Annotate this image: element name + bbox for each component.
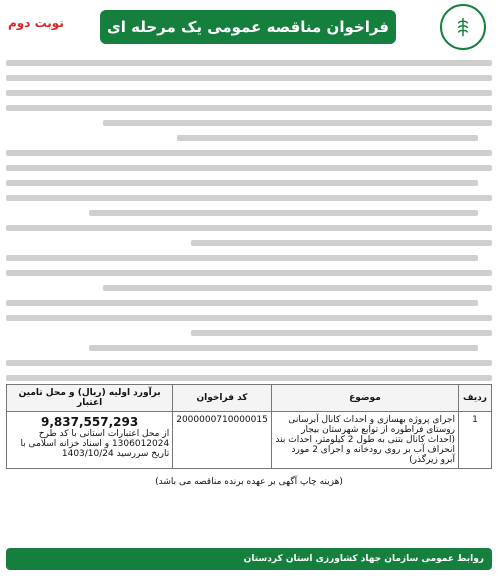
text-line-placeholder bbox=[6, 360, 492, 366]
tender-table bbox=[6, 384, 492, 469]
text-line-placeholder bbox=[89, 210, 478, 216]
text-line-placeholder bbox=[6, 105, 492, 111]
organization-logo bbox=[440, 4, 486, 50]
text-line-placeholder bbox=[6, 150, 492, 156]
table-header-row bbox=[7, 385, 492, 412]
page-title: فراخوان مناقصه عمومی یک مرحله ای bbox=[100, 10, 396, 44]
turn-badge: نوبت دوم bbox=[8, 16, 64, 30]
text-line-placeholder bbox=[103, 120, 492, 126]
project-subject: اجرای پروژه بهسازی و احداث کانال آبرسانی روستای فراطوره از توابع شهرستان بیجار (احداث کانال بتنی به طول 2 کیلومتر، احداث بند انحراف آب بر روی رودخانه و اجرای 2 مورد آبرو زیرگذر) bbox=[271, 412, 458, 469]
text-line-placeholder bbox=[6, 315, 492, 321]
text-line-placeholder bbox=[6, 90, 492, 96]
text-line-placeholder bbox=[6, 300, 478, 306]
row-number: 1 bbox=[459, 412, 492, 469]
text-line-placeholder bbox=[6, 270, 492, 276]
print-cost-note: (هزینه چاپ آگهی بر عهده برنده مناقصه می باشد) bbox=[155, 477, 343, 487]
notice-body bbox=[6, 60, 492, 380]
column-header-subject: موضوع bbox=[271, 385, 458, 412]
text-line-placeholder bbox=[191, 330, 492, 336]
column-header-row: ردیف bbox=[459, 385, 492, 412]
text-line-placeholder bbox=[6, 165, 492, 171]
wheat-icon bbox=[452, 16, 474, 38]
funding-source: از محل اعتبارات استانی با کد طرح 1306012024 و اسناد خزانه اسلامی با تاریخ سررسید 1403/10/24 bbox=[20, 429, 170, 459]
table-row bbox=[7, 412, 492, 469]
estimate-value: 9,837,557,293 bbox=[41, 415, 139, 429]
text-line-placeholder bbox=[6, 195, 492, 201]
text-line-placeholder bbox=[6, 60, 492, 66]
text-line-placeholder bbox=[103, 285, 492, 291]
footer-banner bbox=[6, 548, 492, 570]
text-line-placeholder bbox=[6, 75, 492, 81]
text-line-placeholder bbox=[6, 255, 478, 261]
header bbox=[6, 4, 492, 52]
column-header-estimate: برآورد اولیه (ریال) و محل تامین اعتبار bbox=[7, 385, 173, 412]
estimate-cell bbox=[7, 412, 173, 469]
text-line-placeholder bbox=[6, 180, 478, 186]
tender-code: 2000000710000015 bbox=[173, 412, 272, 469]
footer-org: روابط عمومی سازمان جهاد کشاورزی استان کردستان bbox=[243, 554, 484, 564]
column-header-code: کد فراخوان bbox=[173, 385, 272, 412]
text-line-placeholder bbox=[6, 225, 492, 231]
text-line-placeholder bbox=[177, 135, 478, 141]
text-line-placeholder bbox=[89, 345, 478, 351]
text-line-placeholder bbox=[191, 240, 492, 246]
text-line-placeholder bbox=[6, 375, 492, 381]
